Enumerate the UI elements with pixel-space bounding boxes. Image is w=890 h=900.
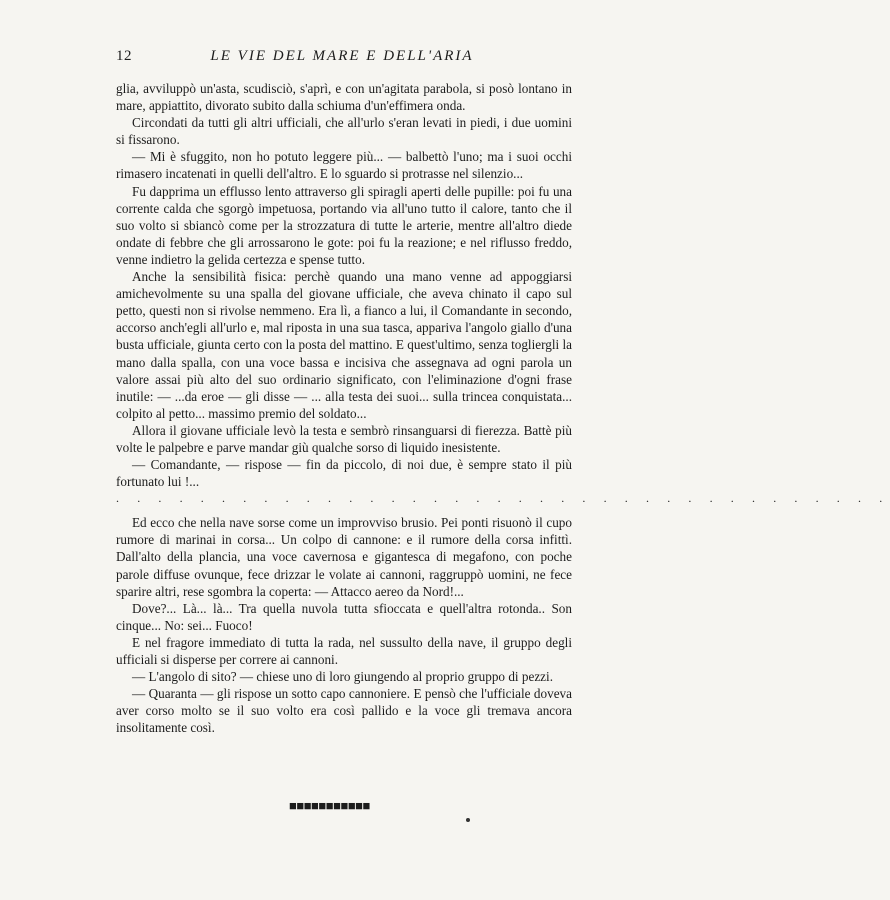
section-separator: . . . . . . . . . . . . . . . . . . . . . . . . . . . . . . . . . . . . . (116, 491, 890, 506)
body-text (116, 80, 890, 736)
paragraph: — Mi è sfuggito, non ho potuto leggere più... — balbettò l'uno; ma i suoi occhi rimasero incatenati in quelli dell'altro. E lo sguardo si protrasse nel silenzio... (116, 149, 572, 182)
paragraph: Dove?... Là... là... Tra quella nuvola tutta sfioccata e quell'altra rotonda.. Son cinque... No: sei... Fuoco! (116, 600, 572, 633)
paragraph: Allora il giovane ufficiale levò la testa e sembrò rinsanguarsi di fierezza. Battè più volte le palpebre e parve mandar giù qualche sorso di liquido inesistente. (116, 422, 572, 455)
end-ornament: ■■■■■■■■■■■ (289, 798, 370, 813)
paragraph: Ed ecco che nella nave sorse come un improvviso brusio. Pei ponti risuonò il cupo rumore di marinai in corsa... Un colpo di cannone: e il rumore della corsa infittì. Dall'alto della plancia, una voce cavernosa e gigantesca di megafono, con poche parole diffuse ovunque, fece drizzar le volate ai cannoni, raggruppò uomini, ne fece sparire altri, rese sgombra la coperta: — Attacco aereo da Nord!... (116, 515, 572, 599)
stray-dot (466, 818, 470, 822)
page-number: 12 (116, 48, 132, 64)
paragraph-continuation: glia, avviluppò un'asta, scudisciò, s'aprì, e con un'agitata parabola, si posò lontano in mare, appiattito, divorato subito dalla schiuma d'un'effimera onda. (116, 81, 572, 114)
page-header (116, 48, 568, 70)
paragraph: — Quaranta — gli rispose un sotto capo cannoniere. E pensò che l'ufficiale doveva aver corso molto se il suo volto era così pallido e la voce gli tremava ancora insolitamente così. (116, 686, 572, 736)
section-gap (116, 507, 572, 514)
paragraph: E nel fragore immediato di tutta la rada, nel sussulto della nave, il gruppo degli ufficiali si disperse per correre ai cannoni. (116, 634, 572, 667)
paragraph: — L'angolo di sito? — chiese uno di loro giungendo al proprio gruppo di pezzi. (132, 669, 553, 685)
paragraph: Circondati da tutti gli altri ufficiali, che all'urlo s'eran levati in piedi, i due uomini si fissarono. (116, 115, 572, 148)
paragraph: Anche la sensibilità fisica: perchè quando una mano venne ad appoggiarsi amichevolmente su una spalla del giovane ufficiale, che aveva chinato il capo sul petto, questi non si rivolse nemmeno. Era lì, a fianco a lui, il Comandante in secondo, accorso anch'egli all'urlo e, mal riposta in una sua tasca, appariva l'angolo giallo d'una busta ufficiale, giunta certo con la posta del mattino. E quest'ultimo, senza togliergli la mano dalla spalla, con una voce bassa e incisiva che assegnava ad ogni parola un valore assai più alto del suo ordinario significato, con l'eliminazione d'ogni frase inutile: — ...da eroe — gli disse — ... alla testa dei suoi... sulla trincea conquistata... colpito al petto... massimo premio del soldato... (116, 269, 573, 421)
paragraph: — Comandante, — rispose — fin da piccolo, di noi due, è sempre stato il più fortunato lui !... (116, 457, 572, 490)
paragraph: Fu dapprima un efflusso lento attraverso gli spiragli aperti delle pupille: poi fu una corrente calda che sgorgò impetuosa, portando via all'uno tutto il calore, tanto che il suo volto si sbiancò come per la strozzatura di tutte le arterie, mentre all'altro diede ondate di febbre che gli arrossarono le gote: poi fu la reazione; e nel riflusso freddo, venne indietro la gelida certezza e spense tutto. (116, 183, 572, 267)
running-title: LE VIE DEL MARE E DELL'ARIA (210, 48, 474, 64)
